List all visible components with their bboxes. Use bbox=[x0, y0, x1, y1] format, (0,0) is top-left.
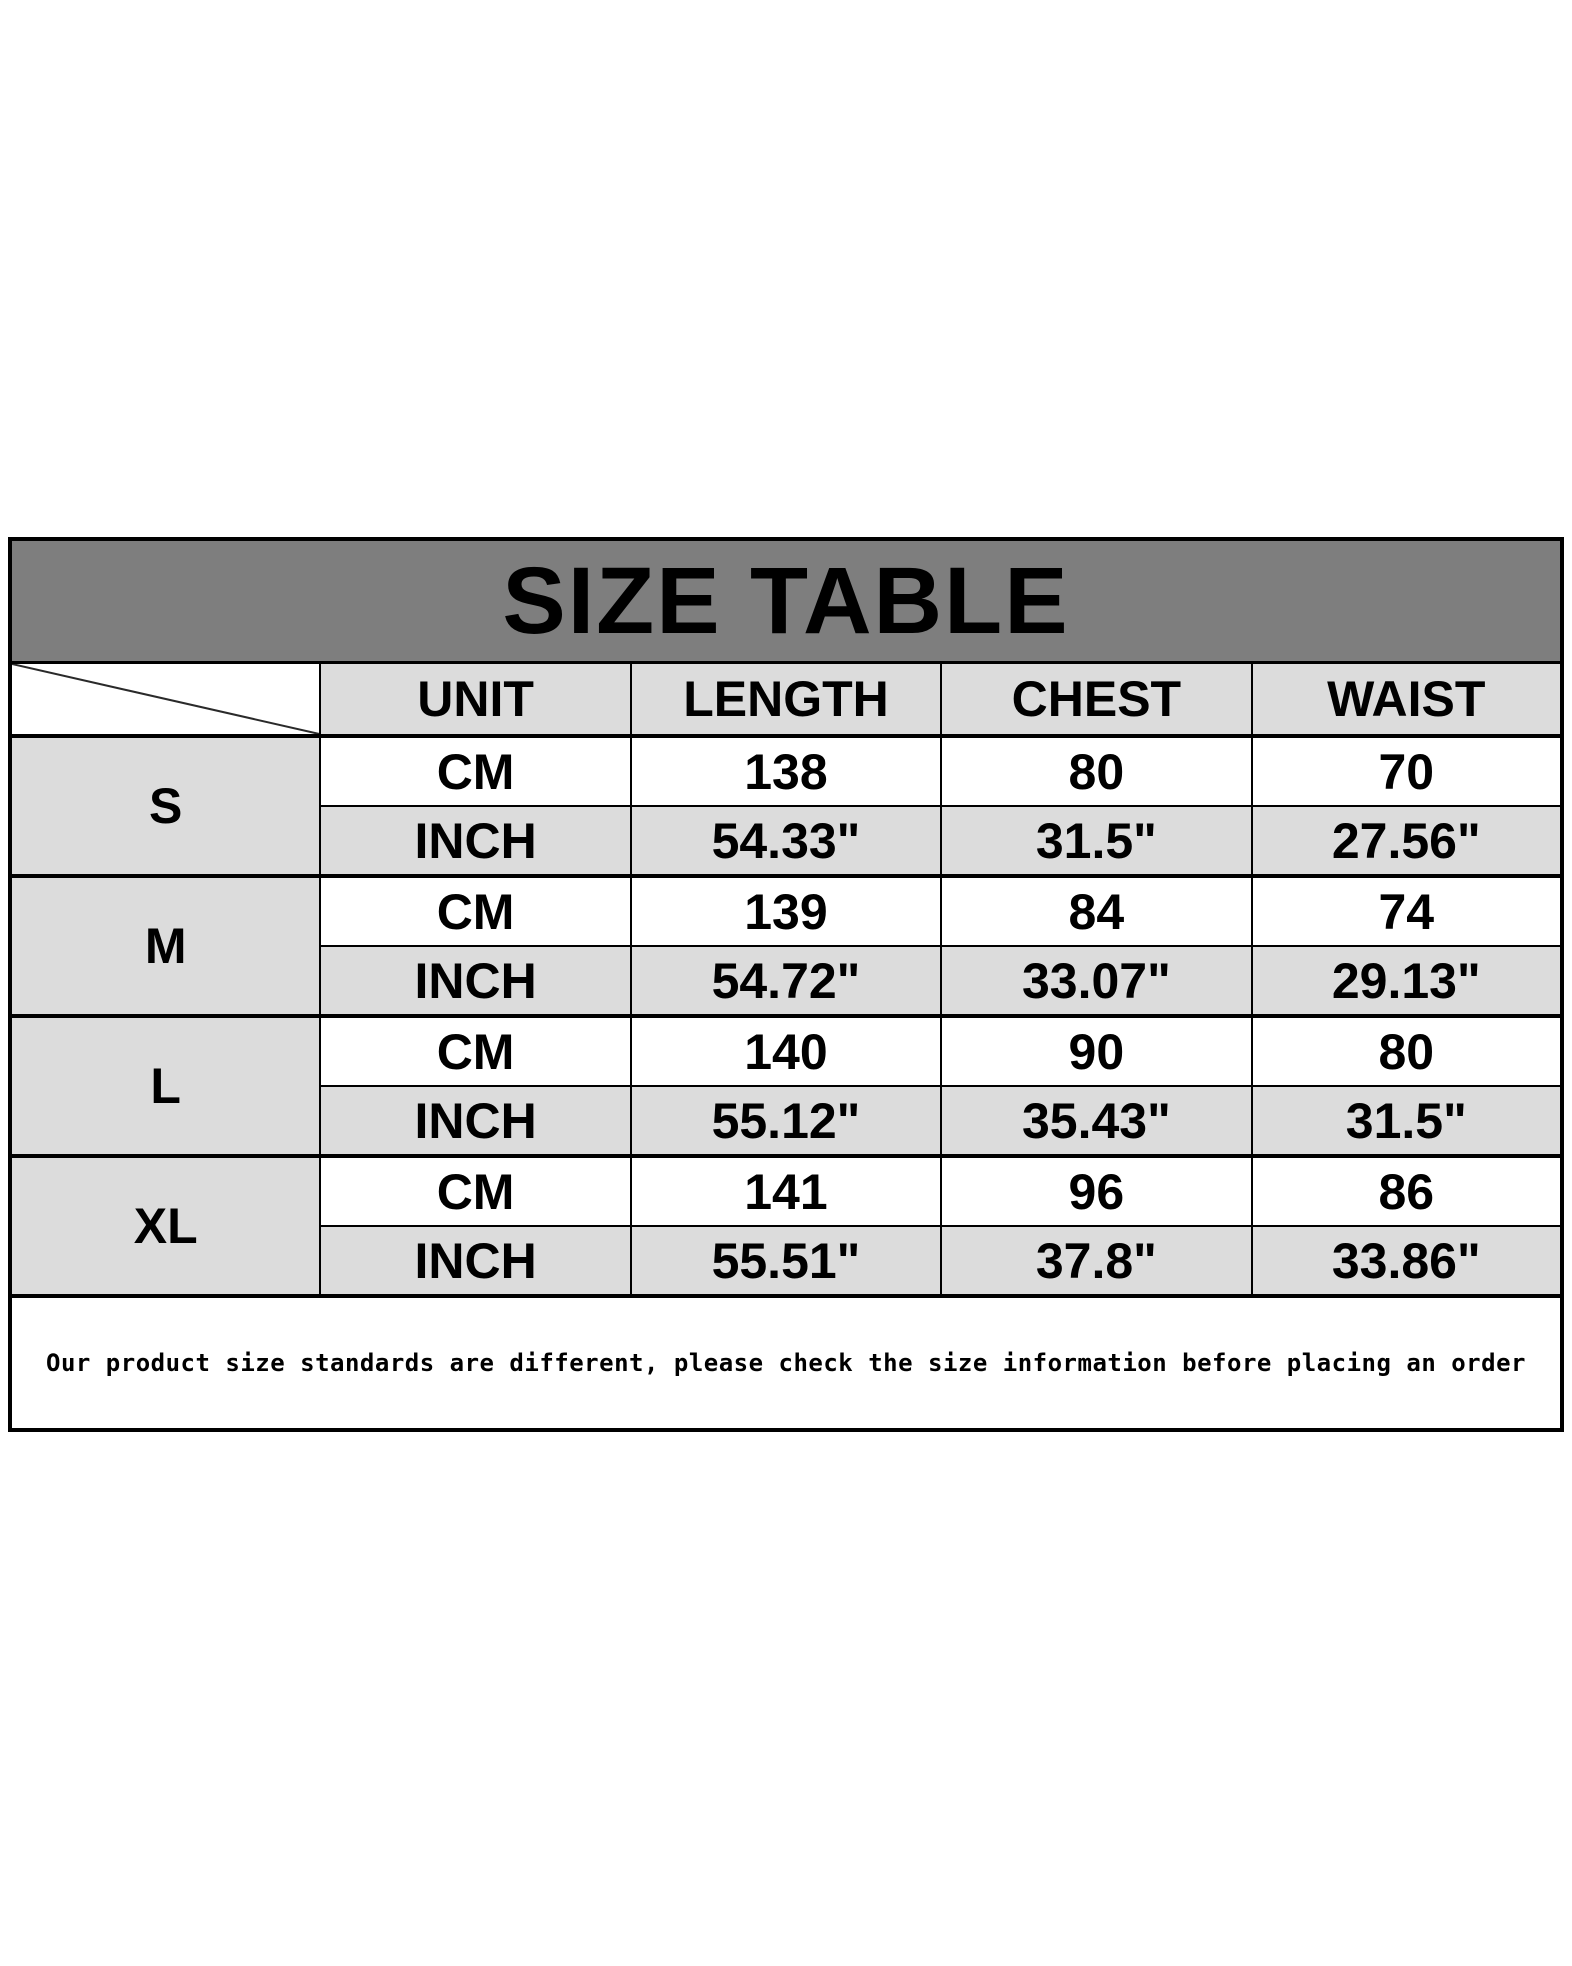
chest-inch-m: 33.07" bbox=[941, 946, 1251, 1016]
waist-inch-xl: 33.86" bbox=[1252, 1226, 1562, 1296]
length-inch-xl: 55.51" bbox=[631, 1226, 941, 1296]
size-label-xl: XL bbox=[10, 1156, 320, 1296]
waist-cm-xl: 86 bbox=[1252, 1156, 1562, 1226]
page-title: SIZE TABLE bbox=[10, 539, 1562, 663]
length-cm-xl: 141 bbox=[631, 1156, 941, 1226]
note-row bbox=[10, 1296, 1562, 1430]
header-row bbox=[10, 663, 1562, 737]
size-table bbox=[8, 537, 1564, 1432]
unit-cell: INCH bbox=[320, 946, 630, 1016]
diagonal-header-cell bbox=[10, 663, 320, 737]
waist-cm-m: 74 bbox=[1252, 876, 1562, 946]
waist-cm-l: 80 bbox=[1252, 1016, 1562, 1086]
chest-inch-s: 31.5" bbox=[941, 806, 1251, 876]
unit-cell: INCH bbox=[320, 1226, 630, 1296]
table-row bbox=[10, 736, 1562, 806]
column-header-chest: CHEST bbox=[941, 663, 1251, 737]
unit-cell: CM bbox=[320, 736, 630, 806]
unit-cell: CM bbox=[320, 1016, 630, 1086]
chest-cm-m: 84 bbox=[941, 876, 1251, 946]
unit-cell: INCH bbox=[320, 1086, 630, 1156]
diagonal-line-icon bbox=[12, 664, 319, 734]
size-label-m: M bbox=[10, 876, 320, 1016]
length-inch-l: 55.12" bbox=[631, 1086, 941, 1156]
size-label-l: L bbox=[10, 1016, 320, 1156]
waist-inch-m: 29.13" bbox=[1252, 946, 1562, 1016]
unit-cell: CM bbox=[320, 1156, 630, 1226]
size-note-text: Our product size standards are different, please check the size information before placing an order bbox=[10, 1296, 1562, 1430]
length-inch-m: 54.72" bbox=[631, 946, 941, 1016]
column-header-waist: WAIST bbox=[1252, 663, 1562, 737]
waist-cm-s: 70 bbox=[1252, 736, 1562, 806]
unit-cell: INCH bbox=[320, 806, 630, 876]
unit-cell: CM bbox=[320, 876, 630, 946]
waist-inch-l: 31.5" bbox=[1252, 1086, 1562, 1156]
title-row bbox=[10, 539, 1562, 663]
waist-inch-s: 27.56" bbox=[1252, 806, 1562, 876]
table-row bbox=[10, 1156, 1562, 1226]
size-label-s: S bbox=[10, 736, 320, 876]
length-cm-s: 138 bbox=[631, 736, 941, 806]
length-cm-m: 139 bbox=[631, 876, 941, 946]
chest-cm-xl: 96 bbox=[941, 1156, 1251, 1226]
column-header-length: LENGTH bbox=[631, 663, 941, 737]
table-row bbox=[10, 876, 1562, 946]
length-cm-l: 140 bbox=[631, 1016, 941, 1086]
chest-inch-l: 35.43" bbox=[941, 1086, 1251, 1156]
chest-cm-l: 90 bbox=[941, 1016, 1251, 1086]
length-inch-s: 54.33" bbox=[631, 806, 941, 876]
size-chart bbox=[8, 537, 1564, 1432]
chest-cm-s: 80 bbox=[941, 736, 1251, 806]
chest-inch-xl: 37.8" bbox=[941, 1226, 1251, 1296]
table-row bbox=[10, 1016, 1562, 1086]
column-header-unit: UNIT bbox=[320, 663, 630, 737]
